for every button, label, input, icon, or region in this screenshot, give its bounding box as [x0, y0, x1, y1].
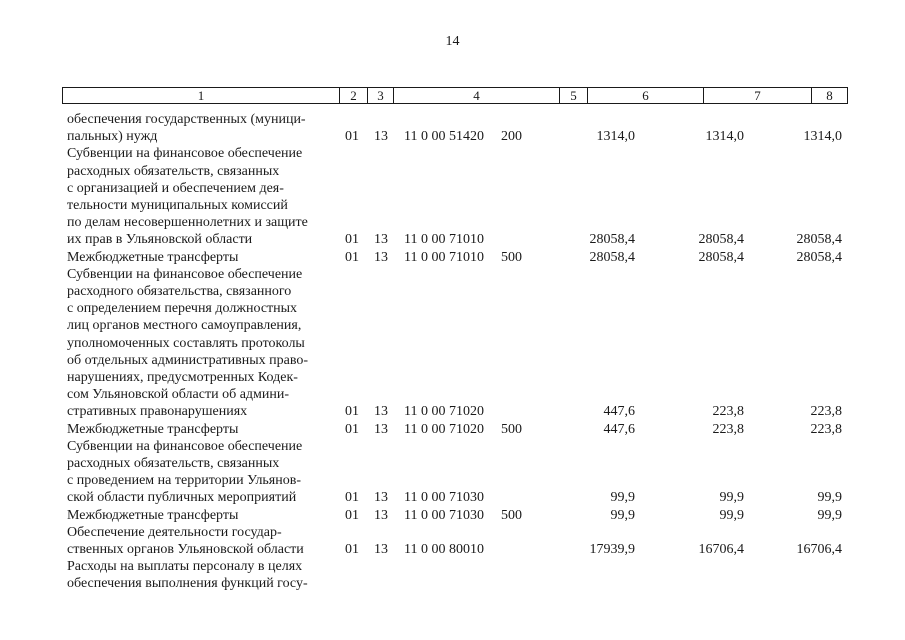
- row-description-line: нарушениях, предусмотренных Кодек-: [67, 369, 298, 385]
- row-description-line: лиц органов местного самоуправления,: [67, 318, 302, 334]
- row-description-line: расходного обязательства, связанного: [67, 283, 292, 299]
- row-description-line: Субвенции на финансовое обеспечение: [67, 146, 303, 162]
- header-col-3: 3: [368, 88, 394, 103]
- header-col-5: 5: [560, 88, 588, 103]
- amount-col-7: 28058,4: [698, 249, 744, 265]
- header-col-2: 2: [340, 88, 368, 103]
- row-description-line: Межбюджетные трансферты: [67, 249, 239, 265]
- amount-col-8: 223,8: [810, 404, 842, 420]
- row-description-line: Обеспечение деятельности государ-: [67, 524, 282, 540]
- subsection-code: 13: [374, 232, 388, 248]
- section-code: 01: [345, 129, 359, 145]
- section-code: 01: [345, 507, 359, 523]
- target-article-code: 11 0 00 71020: [404, 421, 484, 437]
- row-description-line: с организацией и обеспечением дея-: [67, 180, 284, 196]
- target-article-code: 11 0 00 80010: [404, 541, 484, 557]
- target-article-code: 11 0 00 71010: [404, 249, 484, 265]
- amount-col-7: 223,8: [712, 421, 744, 437]
- subsection-code: 13: [374, 507, 388, 523]
- amount-col-7: 28058,4: [698, 232, 744, 248]
- amount-col-6: 1314,0: [596, 129, 635, 145]
- amount-col-6: 447,6: [603, 404, 635, 420]
- amount-col-8: 1314,0: [803, 129, 842, 145]
- target-article-code: 11 0 00 51420: [404, 129, 484, 145]
- subsection-code: 13: [374, 249, 388, 265]
- row-description-line: пальных) нужд: [67, 129, 158, 145]
- amount-col-8: 16706,4: [796, 541, 842, 557]
- subsection-code: 13: [374, 421, 388, 437]
- row-description-line: Расходы на выплаты персоналу в целях: [67, 559, 303, 575]
- row-description-line: с проведением на территории Ульянов-: [67, 473, 302, 489]
- amount-col-7: 223,8: [712, 404, 744, 420]
- row-description-line: расходных обязательств, связанных: [67, 163, 280, 179]
- amount-col-7: 99,9: [719, 490, 744, 506]
- amount-col-6: 447,6: [603, 421, 635, 437]
- row-description-line: обеспечения выполнения функций госу-: [67, 576, 308, 592]
- row-description-line: Межбюджетные трансферты: [67, 421, 239, 437]
- amount-col-8: 28058,4: [796, 249, 842, 265]
- section-code: 01: [345, 541, 359, 557]
- row-description-line: уполномоченных составлять протоколы: [67, 335, 305, 351]
- row-description-line: тельности муниципальных комиссий: [67, 197, 288, 213]
- header-col-1: 1: [63, 88, 340, 103]
- subsection-code: 13: [374, 541, 388, 557]
- row-description-line: об отдельных административных право-: [67, 352, 309, 368]
- amount-col-8: 99,9: [817, 490, 842, 506]
- row-description-line: Субвенции на финансовое обеспечение: [67, 266, 303, 282]
- target-article-code: 11 0 00 71010: [404, 232, 484, 248]
- row-description-line: стративных правонарушениях: [67, 404, 248, 420]
- row-description-line: ской области публичных мероприятий: [67, 490, 297, 506]
- header-col-8: 8: [826, 88, 833, 103]
- amount-col-7: 1314,0: [705, 129, 744, 145]
- amount-col-6: 99,9: [610, 490, 635, 506]
- row-description-line: по делам несовершеннолетних и защите: [67, 215, 308, 231]
- row-description-line: обеспечения государственных (муници-: [67, 112, 306, 127]
- section-code: 01: [345, 249, 359, 265]
- amount-col-8: 28058,4: [796, 232, 842, 248]
- table-header: [62, 87, 848, 104]
- amount-col-6: 17939,9: [589, 541, 635, 557]
- target-article-code: 11 0 00 71030: [404, 490, 484, 506]
- row-description-line: сом Ульяновской области об админи-: [67, 387, 290, 403]
- row-description-line: Межбюджетные трансферты: [67, 507, 239, 523]
- subsection-code: 13: [374, 404, 388, 420]
- section-code: 01: [345, 232, 359, 248]
- row-description-line: Субвенции на финансовое обеспечение: [67, 438, 303, 454]
- header-col-6: 6: [588, 88, 704, 103]
- page-number: 14: [445, 34, 460, 49]
- amount-col-8: 223,8: [810, 421, 842, 437]
- amount-col-7: 99,9: [719, 507, 744, 523]
- header-col-7: 7: [704, 88, 812, 103]
- target-article-code: 11 0 00 71020: [404, 404, 484, 420]
- amount-col-6: 28058,4: [589, 249, 635, 265]
- section-code: 01: [345, 421, 359, 437]
- row-description-line: с определением перечня должностных: [67, 301, 298, 317]
- target-article-code: 11 0 00 71030: [404, 507, 484, 523]
- amount-col-7: 16706,4: [698, 541, 744, 557]
- section-code: 01: [345, 490, 359, 506]
- section-code: 01: [345, 404, 359, 420]
- subsection-code: 13: [374, 490, 388, 506]
- amount-col-8: 99,9: [817, 507, 842, 523]
- subsection-code: 13: [374, 129, 388, 145]
- header-col-4: 4: [394, 88, 560, 103]
- row-description-line: ственных органов Ульяновской области: [67, 541, 304, 557]
- row-description-line: их прав в Ульяновской области: [67, 232, 253, 248]
- amount-col-6: 28058,4: [589, 232, 635, 248]
- expense-type-code: 200: [501, 129, 522, 145]
- expense-type-code: 500: [501, 249, 522, 265]
- expense-type-code: 500: [501, 507, 522, 523]
- expense-type-code: 500: [501, 421, 522, 437]
- row-description-line: расходных обязательств, связанных: [67, 455, 280, 471]
- amount-col-6: 99,9: [610, 507, 635, 523]
